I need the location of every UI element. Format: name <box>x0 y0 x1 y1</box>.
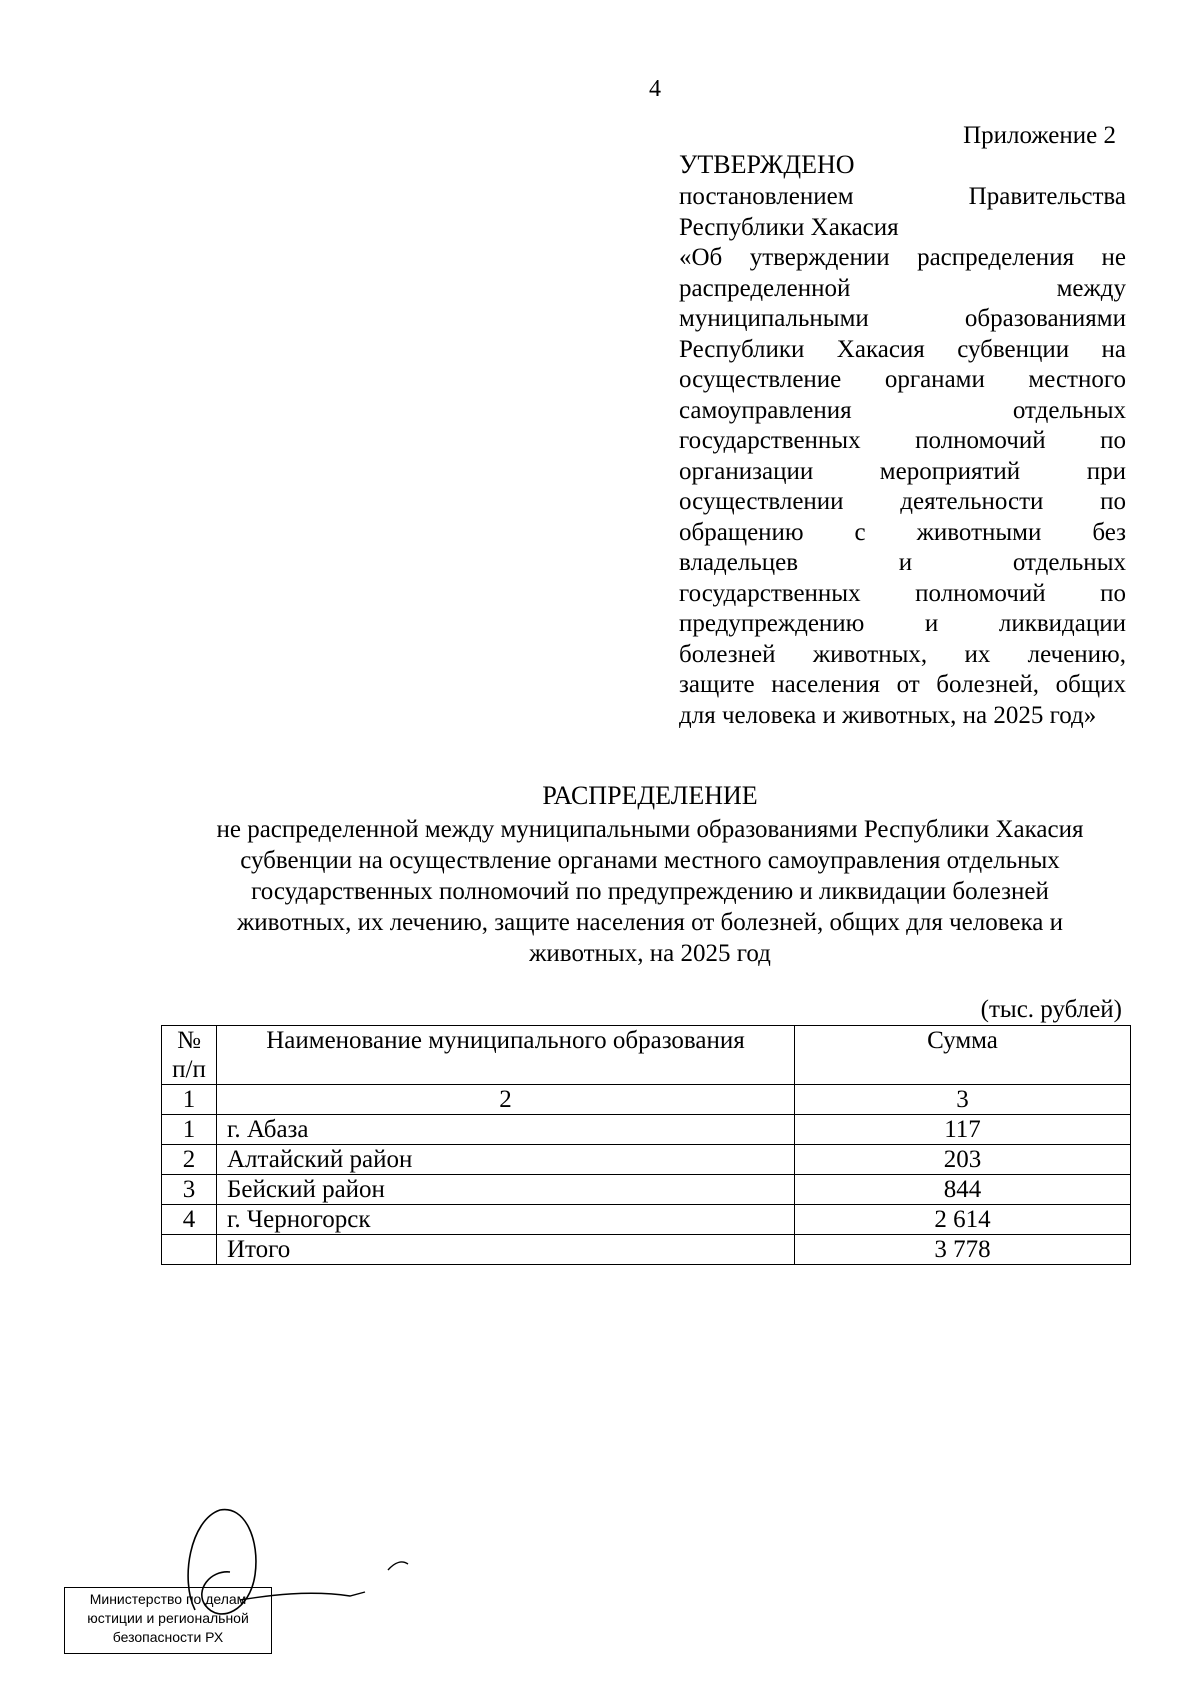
approval-line: защите населения от болезней, общих <box>679 671 1126 698</box>
approval-line: обращению с животными без <box>679 518 1126 546</box>
stamp-line: безопасности РХ <box>112 1629 224 1645</box>
row-num: 2 <box>162 1145 217 1175</box>
row-name: г. Абаза <box>217 1115 795 1145</box>
total-label: Итого <box>217 1235 795 1265</box>
row-sum: 2 614 <box>795 1205 1131 1235</box>
approval-line: Республики Хакасия <box>679 213 899 241</box>
approval-line: государственных полномочий по <box>679 427 1126 454</box>
title-line: субвенции на осуществление органами местного самоуправления отдельных <box>240 847 1060 874</box>
document-title <box>140 780 1160 969</box>
header-num: № п/п <box>162 1026 217 1085</box>
table-row <box>162 1205 1131 1235</box>
title-line: животных, на 2025 год <box>529 940 771 967</box>
column-number-row <box>162 1085 1131 1115</box>
row-num: 1 <box>162 1115 217 1145</box>
approval-line: Республики Хакасия субвенции на <box>679 335 1126 363</box>
row-name: Алтайский район <box>217 1145 795 1175</box>
approval-line: государственных полномочий по <box>679 579 1126 607</box>
row-num: 3 <box>162 1175 217 1205</box>
ministry-stamp <box>64 1587 272 1654</box>
approval-line: распределенной между <box>679 274 1126 302</box>
title-line: не распределенной между муниципальными образованиями Республики Хакасия <box>216 816 1084 843</box>
table-row <box>162 1145 1131 1175</box>
column-number: 1 <box>162 1085 217 1115</box>
row-name: Бейский район <box>217 1175 795 1205</box>
table-row <box>162 1115 1131 1145</box>
stamp-line: юстиции и региональной <box>87 1610 249 1626</box>
approval-heading: УТВЕРЖДЕНО <box>679 150 855 179</box>
column-number: 2 <box>217 1085 795 1115</box>
row-sum: 203 <box>795 1145 1131 1175</box>
row-num: 4 <box>162 1205 217 1235</box>
stamp-line: Министерство по делам <box>89 1591 247 1607</box>
title-line: животных, их лечению, защите населения от болезней, общих для человека и <box>237 909 1063 936</box>
header-sum: Сумма <box>795 1026 1131 1085</box>
approval-line: осуществлении деятельности по <box>679 488 1126 515</box>
approval-line: «Об утверждении распределения не <box>679 244 1126 271</box>
total-row <box>162 1235 1131 1265</box>
row-sum: 844 <box>795 1175 1131 1205</box>
approval-line: муниципальными образованиями <box>679 305 1126 332</box>
units-label: (тыс. рублей) <box>980 996 1122 1023</box>
header-name: Наименование муниципального образования <box>217 1026 795 1085</box>
approval-line: владельцев и отдельных <box>679 549 1126 576</box>
total-num <box>162 1235 217 1265</box>
title-line: государственных полномочий по предупреждению и ликвидации болезней <box>251 878 1049 905</box>
row-name: г. Черногорск <box>217 1205 795 1235</box>
approval-line: болезней животных, их лечению, <box>679 640 1126 668</box>
page-number: 4 <box>649 76 661 102</box>
approval-block <box>679 150 1126 731</box>
table-row <box>162 1175 1131 1205</box>
approval-line: осуществление органами местного <box>679 366 1126 393</box>
appendix-label: Приложение 2 <box>963 122 1116 149</box>
total-sum: 3 778 <box>795 1235 1131 1265</box>
approval-line: организации мероприятий при <box>679 457 1126 485</box>
approval-line: самоуправления отдельных <box>679 396 1126 424</box>
title-heading: РАСПРЕДЕЛЕНИЕ <box>542 781 758 810</box>
column-number: 3 <box>795 1085 1131 1115</box>
approval-line: постановлением Правительства <box>679 183 1126 210</box>
table-header-row <box>162 1026 1131 1085</box>
approval-line: предупреждению и ликвидации <box>679 610 1126 637</box>
approval-line: для человека и животных, на 2025 год» <box>679 701 1097 729</box>
row-sum: 117 <box>795 1115 1131 1145</box>
distribution-table <box>161 1025 1131 1265</box>
